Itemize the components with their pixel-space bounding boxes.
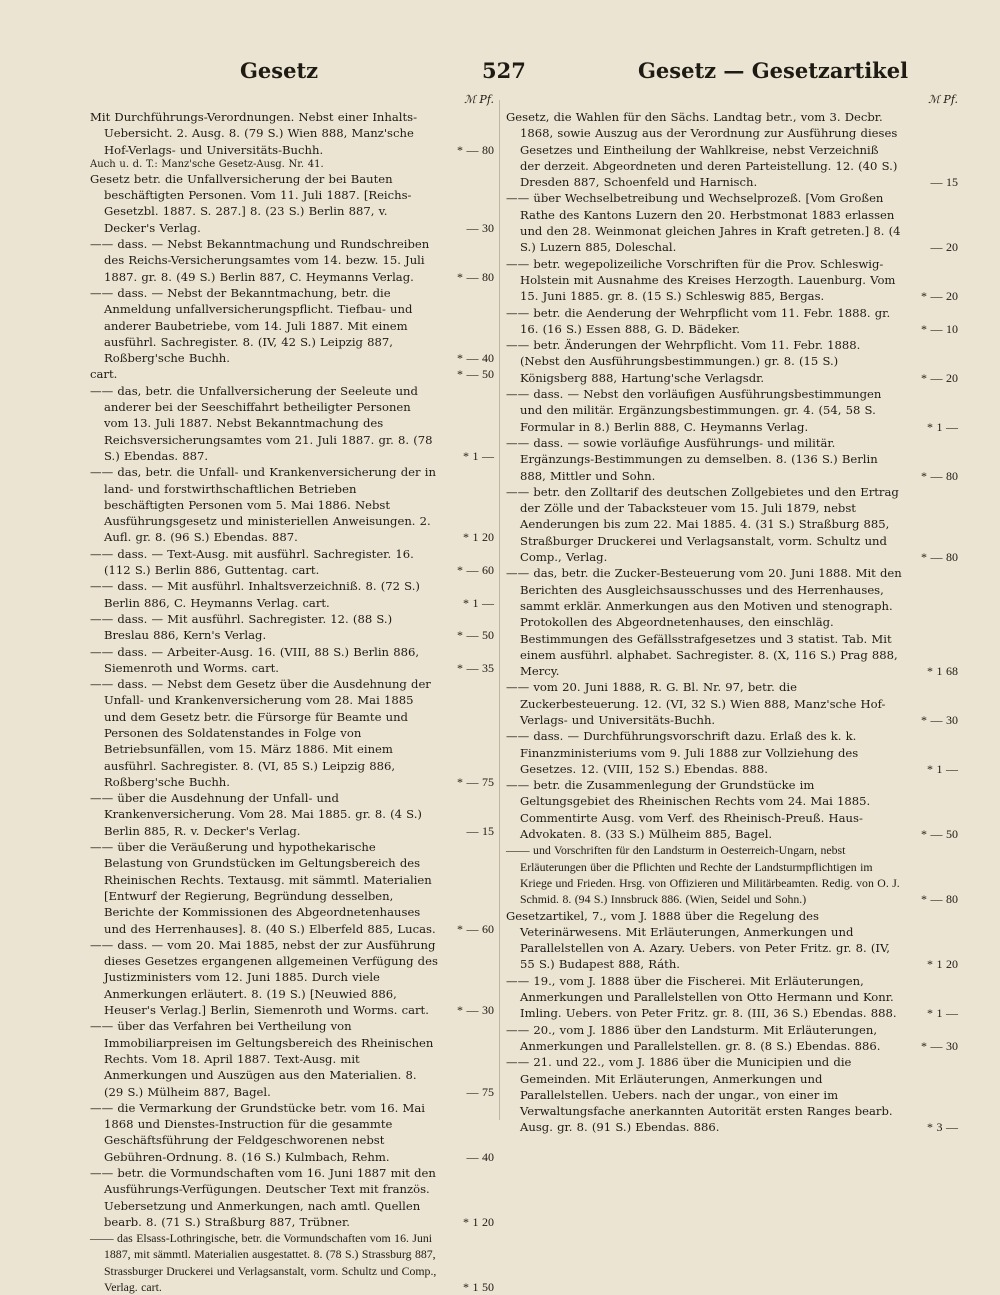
catalog-entry <box>506 1054 958 1135</box>
entry-text: Mit Durchführungs-Verordnungen. Nebst einer Inhalts-Uebersicht. 2. Ausg. 8. (79 S.) Wien 888, Manz'sche Hof-Verlags- und Universitäts-Buchh. <box>90 110 418 157</box>
entry-text: —— dass. — Nebst Bekanntmachung und Rundschreiben des Reichs-Versicherungsamtes vom 14. bezw. 15. Juli 1887. gr. 8. (49 S.) Berlin 887, C. Heymanns Verlag. <box>90 237 430 284</box>
entry-text: —— dass. — sowie vorläufige Ausführungs- und militär. Ergänzungs-Bestimmungen zu demselben. 8. (136 S.) Berlin 888, Mittler und Sohn. <box>506 435 878 483</box>
catalog-entry <box>90 464 494 545</box>
entry-text: —— über die Veräußerung und hypothekarische Belastung von Grundstücken im Geltungsbereich des Rheinischen Rechts. Textausg. mit sämmtl. Materialien [Entwurf der Regierung, Begründung desselben, Berichte der Kommissionen des Abgeordnetenhauses und des Herrenhauses]. 8. (40 S.) Elberfeld 885, Lucas. <box>90 840 436 936</box>
catalog-entry <box>506 908 958 973</box>
catalog-entry <box>90 790 494 839</box>
entry-price: * 1 68 <box>927 664 958 679</box>
price-column-header-right: ℳ Pf. <box>928 93 958 106</box>
entry-price: * 3 — <box>927 1120 958 1135</box>
entry-text: —— 19., vom J. 1888 über die Fischerei. Mit Erläuterungen, Anmerkungen und Parallelstellen von Otto Hermann und Konr. Imling. Uebers. von Peter Fritz. gr. 8. (III, 36 S.) Ebendas. 888. <box>506 973 897 1021</box>
entry-price: * — 60 <box>457 563 494 578</box>
entry-text: Auch u. d. T.: Manz'sche Gesetz-Ausg. Nr. 41. <box>90 158 324 170</box>
entry-text: —— vom 20. Juni 1888, R. G. Bl. Nr. 97, betr. die Zuckerbesteuerung. 12. (VI, 32 S.) Wien 888, Manz'sche Hof-Verlags- und Universitäts-Buchh. <box>506 680 886 727</box>
entry-text: —— dass. — Nebst den vorläufigen Ausführungsbestimmungen und den militär. Ergänzungsbestimmungen. gr. 4. (54, 58 S. Formular in 8.) Berlin 888, C. Heymanns Verlag. <box>506 387 882 434</box>
entry-price: — 40 <box>466 1149 494 1164</box>
entry-price: * — 60 <box>457 921 494 936</box>
catalog-entry <box>90 644 494 677</box>
catalog-entry <box>90 839 494 937</box>
entry-text: Gesetzartikel, 7., vom J. 1888 über die Regelung des Veterinärwesens. Mit Erläuterungen, Anmerkungen und Parallelstellen von A. Azary. Uebers. von Peter Fritz. gr. 8. (IV, 55 S.) Budapest 888, Ráth. <box>506 908 890 972</box>
catalog-entry <box>90 383 494 464</box>
entry-text: —— betr. die Zusammenlegung der Grundstücke im Geltungsgebiet des Rheinischen Rechts vom 24. Mai 1885. Commentirte Ausg. vom Verf. des Rheinisch-Preuß. Haus-Advokaten. 8. (33 S.) Mülheim 885, Bagel. <box>506 778 871 842</box>
entry-text: —— 20., vom J. 1886 über den Landsturm. Mit Erläuterungen, Anmerkungen und Parallelstellen. gr. 8. (8 S.) Ebendas. 886. <box>506 1022 881 1053</box>
entry-price: * 1 — <box>927 761 958 776</box>
right-column <box>506 93 958 1177</box>
entry-text: —— das, betr. die Unfall- und Krankenversicherung der in land- und forstwirthschaftlichen Betrieben beschäftigten Personen vom 5. Mai 1886. Nebst Ausführungsgesetz und ministeriellen Anweisungen. 2. Aufl. gr. 8. (96 S.) Ebendas. 887. <box>90 465 436 545</box>
entry-text: —— dass. — Arbeiter-Ausg. 16. (VIII, 88 S.) Berlin 886, Siemenroth und Worms. cart. <box>90 644 420 675</box>
entry-price: * — 40 <box>457 351 494 366</box>
catalog-entry <box>90 171 494 236</box>
entry-text: —— das Elsass-Lothringische, betr. die Vormundschaften vom 16. Juni 1887, mit sämmtl. Materialien ausgestattet. 8. (78 S.) Strassburg 887, Strassburger Druckerei und Verlagsanstalt, vorm. Schultz und Comp., Verlag. cart. <box>90 1231 437 1295</box>
catalog-entry <box>506 728 958 777</box>
entry-price: * 1 20 <box>463 530 494 545</box>
catalog-entry <box>506 305 958 338</box>
entry-text: —— dass. — vom 20. Mai 1885, nebst der zur Ausführung dieses Gesetzes ergangenen allgemeinen Verfügung des Justizministers vom 12. Juni 1885. Durch viele Anmerkungen erläutert. 8. (19 S.) [Neuwied 886, Heuser's Verlag.] Berlin, Siemenroth und Worms. cart. <box>90 937 438 1018</box>
left-column <box>90 93 494 1295</box>
entry-text: —— betr. die Vormundschaften vom 16. Juni 1887 mit den Ausführungs-Verfügungen. Deutscher Text mit französ. Uebersetzung und Anmerkungen, nach amtl. Quellen bearb. 8. (71 S.) Straßburg 887, Trübner. <box>90 1166 436 1229</box>
entry-price: * 1 50 <box>463 1280 494 1295</box>
entry-price: — 30 <box>466 220 494 235</box>
catalog-entry <box>90 937 494 1018</box>
entry-price: * — 30 <box>921 1038 958 1053</box>
entry-price: * — 75 <box>457 774 494 789</box>
entry-price: * — 80 <box>921 468 958 483</box>
entry-text: —— über das Verfahren bei Vertheilung von Immobiliarpreisen im Geltungsbereich des Rheinischen Rechts. Vom 18. April 1887. Text-Ausg. mit Anmerkungen und Auszügen aus den Materialien. 8. (29 S.) Mülheim 887, Bagel. <box>90 1019 434 1099</box>
entry-text: Gesetz betr. die Unfallversicherung der bei Bauten beschäftigten Personen. Vom 11. Juli 1887. [Reichs-Gesetzbl. 1887. S. 287.] 8. (23 S.) Berlin 887, v. Decker's Verlag. <box>90 171 412 235</box>
entry-price: * 1 20 <box>463 1214 494 1229</box>
entry-text: —— dass. — Text-Ausg. mit ausführl. Sachregister. 16. (112 S.) Berlin 886, Guttentag. cart. <box>90 546 414 578</box>
catalog-entry <box>90 676 494 790</box>
catalog-entry <box>90 158 494 171</box>
price-column-header-left: ℳ Pf. <box>464 93 494 106</box>
entry-text: —— betr. Änderungen der Wehrpflicht. Vom 11. Febr. 1888. (Nebst den Ausführungsbestimmungen.) gr. 8. (15 S.) Königsberg 888, Hartung'sche Verlagsdr. <box>506 338 861 385</box>
entry-price: * — 50 <box>457 628 494 643</box>
catalog-entry <box>506 484 958 565</box>
catalog-entry <box>506 386 958 435</box>
catalog-entry <box>90 109 494 158</box>
entry-price: * 1 — <box>463 595 494 610</box>
entry-price: * — 20 <box>921 289 958 304</box>
catalog-entry <box>506 565 958 679</box>
catalog-entry <box>90 285 494 366</box>
entry-text: —— über die Ausdehnung der Unfall- und Krankenversicherung. Vom 28. Mai 1885. gr. 8. (4 S.) Berlin 885, R. v. Decker's Verlag. <box>90 791 422 838</box>
entry-price: — 15 <box>930 175 958 190</box>
entry-text: —— und Vorschriften für den Landsturm in Oesterreich-Ungarn, nebst Erläuterungen über die Pflichten und Rechte der Landsturmpflichtigen im Kriege und Frieden. Hrsg. von Offizieren und Militärbeamten. Redig. von O. J. Schmid. 8. (94 S.) Innsbruck 886. (Wien, Seidel und Sohn.) <box>506 843 900 907</box>
entry-text: —— dass. — Nebst der Bekanntmachung, betr. die Anmeldung unfallversicherungspflicht. Tiefbau- und anderer Baubetriebe, vom 14. Juli 1887. Mit einem ausführl. Sachregister. 8. (IV, 42 S.) Leipzig 887, Roßberg'sche Buchh. <box>90 285 413 366</box>
entry-text: Gesetz, die Wahlen für den Sächs. Landtag betr., vom 3. Decbr. 1868, sowie Auszug aus der Verordnung zur Ausführung dieses Gesetzes und Eintheilung der Wahlkreise, nebst Verzeichniß der derzeit. Abgeordneten und deren Parteistellung. 12. (40 S.) Dresden 887, Schoenfeld und Harnisch. <box>506 110 898 190</box>
catalog-entry <box>506 777 958 842</box>
catalog-entry <box>506 109 958 190</box>
header-left-title: Gesetz <box>240 58 319 83</box>
entry-text: cart. <box>90 367 118 382</box>
entry-price: — 75 <box>466 1084 494 1099</box>
entry-price: * 1 20 <box>927 957 958 972</box>
catalog-entry <box>90 546 494 579</box>
entry-price: * — 10 <box>921 321 958 336</box>
entry-text: —— die Vermarkung der Grundstücke betr. vom 16. Mai 1868 und Dienstes-Instruction für die gesammte Geschäftsführung der Feldgeschworenen nebst Gebühren-Ordnung. 8. (16 S.) Kulmbach, Rehm. <box>90 1100 425 1164</box>
page-header <box>90 58 950 98</box>
entry-text: —— das, betr. die Unfallversicherung der Seeleute und anderer bei der Seeschiffahrt betheiligter Personen vom 13. Juli 1887. Nebst Bekanntmachung des Reichsversicherungsamtes vom 21. Juli 1887. gr. 8. (78 S.) Ebendas. 887. <box>90 383 433 463</box>
right-entry-list <box>506 97 958 1136</box>
entry-text: —— dass. — Nebst dem Gesetz über die Ausdehnung der Unfall- und Krankenversicherung vom 28. Mai 1885 und dem Gesetz betr. die Fürsorge für Beamte und Personen des Soldatenstandes in Folge von Betriebsunfällen, vom 15. März 1886. Mit einem ausführl. Sachregister. 8. (VI, 85 S.) Leipzig 886, Roßberg'sche Buchh. <box>90 677 431 789</box>
catalog-entry <box>90 578 494 611</box>
column-divider <box>499 100 500 1120</box>
entry-price: * 1 — <box>463 448 494 463</box>
entry-text: —— über Wechselbetreibung und Wechselprozeß. [Vom Großen Rathe des Kantons Luzern den 20. Herbstmonat 1883 erlassen und den 28. Weinmonat gleichen Jahres in Kraft getreten.] 8. (4 S.) Luzern 885, Doleschal. <box>506 191 901 255</box>
catalog-entry <box>506 190 958 255</box>
entry-text: —— betr. wegepolizeiliche Vorschriften für die Prov. Schleswig-Holstein mit Ausnahme des Kreises Herzogth. Lauenburg. Vom 15. Juni 1885. gr. 8. (15 S.) Schleswig 885, Bergas. <box>506 256 896 304</box>
entry-price: * — 80 <box>457 269 494 284</box>
entry-price: — 15 <box>466 823 494 838</box>
catalog-entry <box>90 1100 494 1165</box>
entry-price: * — 20 <box>921 370 958 385</box>
catalog-entry <box>90 366 494 382</box>
entry-text: —— 21. und 22., vom J. 1886 über die Municipien und die Gemeinden. Mit Erläuterungen, Anmerkungen und Parallelstellen. Uebers. nach der ungar., von einer im Verwaltungsfache anerkannten Autorität ersten Ranges bearb. Ausg. gr. 8. (91 S.) Ebendas. 886. <box>506 1055 893 1135</box>
entry-price: * — 35 <box>457 660 494 675</box>
catalog-entry <box>506 973 958 1022</box>
entry-text: —— betr. die Aenderung der Wehrpflicht vom 11. Febr. 1888. gr. 16. (16 S.) Essen 888, G. D. Bädeker. <box>506 305 891 336</box>
entry-price: * 1 — <box>927 419 958 434</box>
entry-price: * — 30 <box>921 712 958 727</box>
catalog-entry <box>506 679 958 728</box>
entry-text: —— dass. — Mit ausführl. Sachregister. 12. (88 S.) Breslau 886, Kern's Verlag. <box>90 611 393 643</box>
entry-text: —— betr. den Zolltarif des deutschen Zollgebietes und den Ertrag der Zölle und der Tabacksteuer vom 15. Juli 1879, nebst Aenderungen bis zum 22. Mai 1885. 4. (31 S.) Straßburg 885, Straßburger Druckerei und Verlagsanstalt, vorm. Schultz und Comp., Verlag. <box>506 484 899 565</box>
header-right-title: Gesetz — Gesetzartikel <box>638 58 909 83</box>
catalog-entry <box>90 236 494 285</box>
entry-text: —— dass. — Mit ausführl. Inhaltsverzeichniß. 8. (72 S.) Berlin 886, C. Heymanns Verlag. cart. <box>90 579 420 610</box>
entry-text: —— dass. — Durchführungsvorschrift dazu. Erlaß des k. k. Finanzministeriums vom 9. Juli 1888 zur Vollziehung des Gesetzes. 12. (VIII, 152 S.) Ebendas. 888. <box>506 729 859 776</box>
entry-price: * — 50 <box>921 827 958 842</box>
catalog-entry <box>90 1165 494 1230</box>
page-number: 527 <box>482 58 526 83</box>
catalog-entry <box>90 1230 494 1295</box>
entry-price: * — 50 <box>457 367 494 382</box>
entry-text: —— das, betr. die Zucker-Besteuerung vom 20. Juni 1888. Mit den Berichten des Ausgleichsausschusses und des Herrenhauses, sammt erklär. Anmerkungen aus den Motiven und stenograph. Protokollen des Abgeordnetenhauses, den einschläg. Bestimmungen des Gefällsstrafgesetzes und 3 statist. Tab. Mit einem ausführl. alphabet. Sachregister. 8. (X, 116 S.) Prag 888, Mercy. <box>506 566 902 679</box>
entry-price: * — 30 <box>457 1003 494 1018</box>
entry-price: * — 80 <box>457 142 494 157</box>
entry-price: * — 80 <box>921 550 958 565</box>
catalog-entry <box>506 1022 958 1055</box>
catalog-entry <box>90 1018 494 1099</box>
entry-price: * — 80 <box>921 892 958 907</box>
catalog-entry <box>506 256 958 305</box>
left-entry-list <box>90 97 494 1295</box>
catalog-entry <box>506 435 958 484</box>
catalog-entry <box>90 611 494 644</box>
entry-price: — 20 <box>930 240 958 255</box>
catalog-entry <box>506 842 958 907</box>
catalog-entry <box>506 337 958 386</box>
entry-price: * 1 — <box>927 1006 958 1021</box>
